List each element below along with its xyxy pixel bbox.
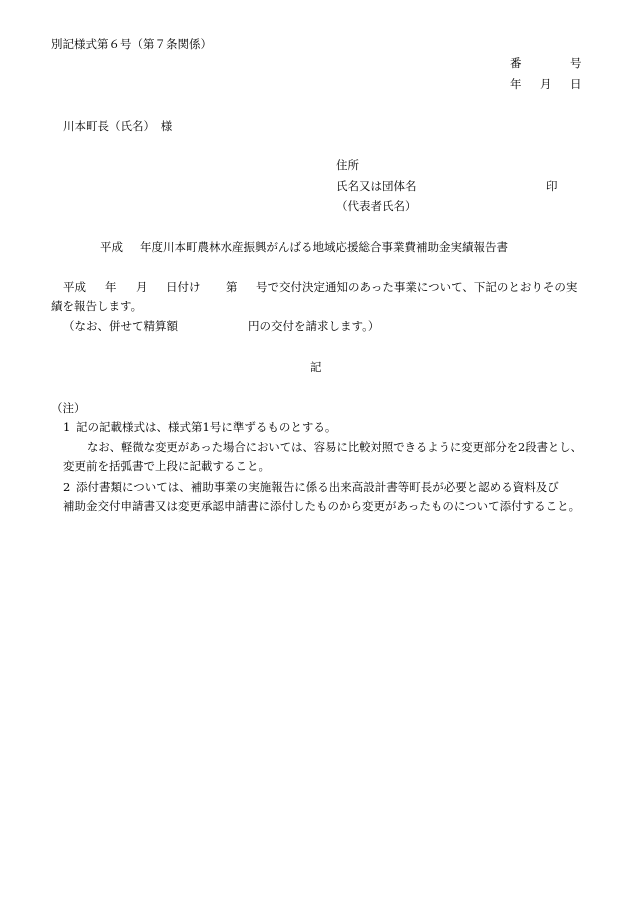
body-line3-end: 円の交付を請求します。）: [248, 319, 380, 333]
seal-mark: 印: [546, 179, 558, 193]
date-month: 月: [540, 77, 552, 91]
body-day-dated: 日付け: [166, 280, 201, 294]
note-1-number: 1: [63, 420, 71, 434]
address-label: 住所: [336, 158, 359, 172]
note-1-line2: なお、軽微な変更があった場合においては、容易に比較対照できるように変更部分を2段書とし、: [87, 440, 582, 454]
note-1-line1: 記の記載様式は、様式第1号に準ずるものとする。: [76, 420, 337, 434]
body-line1-rest: 号で交付決定通知のあった事業について、下記のとおりその実: [256, 280, 578, 294]
body-year: 年: [105, 280, 117, 294]
date-day: 日: [570, 77, 582, 91]
number-prefix: 番: [510, 56, 522, 70]
form-id: 別記様式第６号（第７条関係）: [51, 37, 212, 51]
note-2-number: 2: [63, 480, 71, 494]
title-era: 平成: [100, 240, 123, 254]
representative-label: （代表者氏名）: [336, 199, 417, 213]
note-2-line1: 添付書類については、補助事業の実施報告に係る出来高設計書等町長が必要と認める資料及び: [76, 480, 559, 494]
notes-heading: （注）: [51, 401, 86, 415]
name-label: 氏名又は団体名: [336, 179, 417, 193]
title-text: 年度川本町農林水産振興がんばる地域応援総合事業費補助金実績報告書: [140, 240, 508, 254]
body-month: 月: [136, 280, 148, 294]
body-line3-start: （なお、併せて精算額: [63, 319, 178, 333]
body-era: 平成: [63, 280, 86, 294]
date-year: 年: [510, 77, 522, 91]
note-2-line2: 補助金交付申請書又は変更承認申請書に添付したものから変更があったものについて添付すること。: [63, 499, 581, 513]
body-number-prefix: 第: [226, 280, 238, 294]
addressee: 川本町長（氏名） 様: [63, 119, 173, 133]
number-suffix: 号: [570, 56, 582, 70]
ki-mark: 記: [310, 360, 322, 374]
note-1-line3: 変更前を括弧書で上段に記載すること。: [63, 459, 270, 473]
body-line2: 績を報告します。: [51, 299, 143, 313]
